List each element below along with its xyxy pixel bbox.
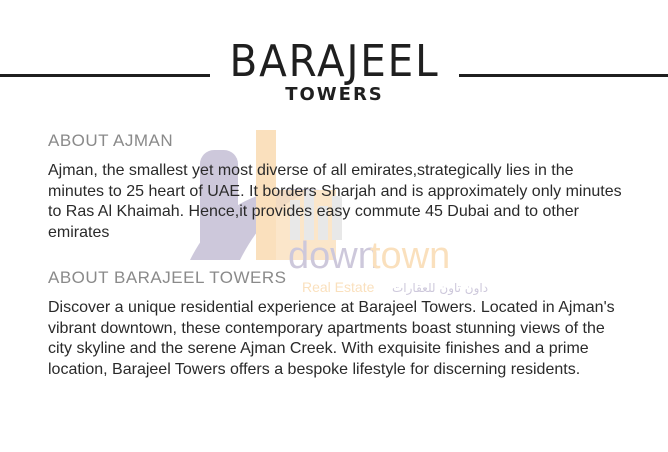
section-body: Discover a unique residential experience at Barajeel Towers. Located in Ajman's vibrant downtown, these contemporary apartments boast stunning views of the city skyline and the serene Ajman Creek. With exquisite finishes and a prime location, Barajeel Towers offers a bespoke lifestyle for discerning residents. <box>48 299 615 378</box>
logo-arabic: داون تاون للعقارات <box>392 281 489 295</box>
logo-word-light: town <box>370 235 451 277</box>
logo-tagline: Real Estate <box>302 279 375 295</box>
about-ajman-section <box>48 131 628 243</box>
brand-title: BARAJEEL <box>229 36 440 87</box>
logo-word-dark: down <box>288 235 379 277</box>
brand-subtitle: TOWERS <box>285 84 384 105</box>
section-heading: ABOUT AJMAN <box>48 131 174 150</box>
header-rule-right <box>459 74 668 77</box>
about-barajeel-section <box>48 268 628 380</box>
header-rule-left <box>0 74 210 77</box>
brand-header <box>210 36 459 106</box>
section-heading: ABOUT BARAJEEL TOWERS <box>48 268 287 287</box>
section-body: Ajman, the smallest yet most diverse of all emirates,strategically lies in the minutes to 25 heart of UAE. It borders Sharjah and is approximately only minutes to Ras Al Khaimah. Hence,it provides easy commute 45 Dubai and to other emirates <box>48 162 622 241</box>
